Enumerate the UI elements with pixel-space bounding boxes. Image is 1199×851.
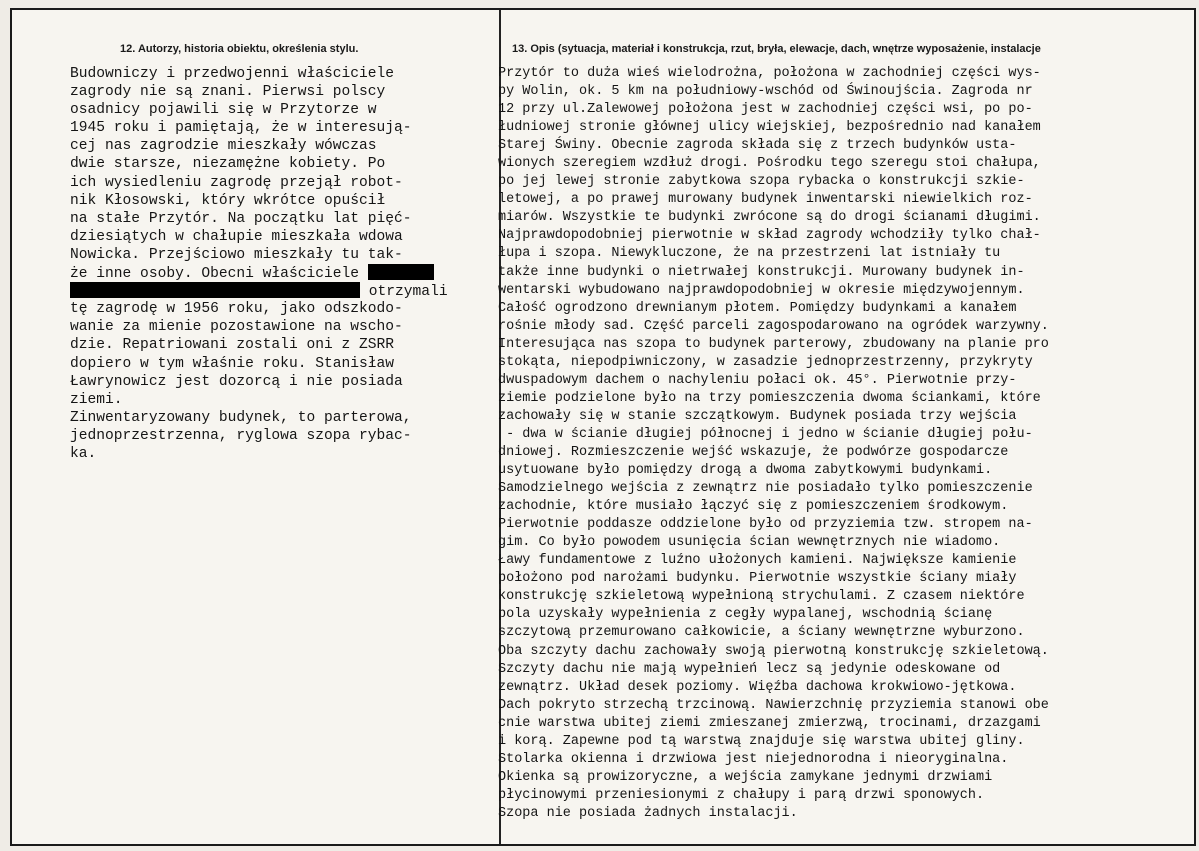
section-13-text <box>498 65 1188 823</box>
text-line: zachodnie, które musiało łączyć się z pomieszczeniem środkowym. <box>498 499 1009 515</box>
text-line: Ławrynowicz jest dozorcą i nie posiada <box>70 373 403 390</box>
text-line: dopiero w tym właśnie roku. Stanisław <box>70 355 395 372</box>
text-line: po jej lewej stronie zabytkowa szopa rybacka o konstrukcji szkie- <box>498 174 1025 190</box>
text-line: Pierwotnie poddasze oddzielone było od przyziemia tzw. stropem na- <box>498 517 1033 533</box>
text-line: jednoprzestrzenna, ryglowa szopa rybac- <box>70 427 412 444</box>
text-line: nik Kłosowski, który wkrótce opuścił <box>70 192 386 209</box>
text-line: Stolarka okienna i drzwiowa jest niejednorodna i nieoryginalna. <box>498 751 1009 767</box>
text-line: rośnie młody sad. Część parceli zagospodarowano na ogródek warzywny. <box>498 318 1049 334</box>
text-line: dniowej. Rozmieszczenie wejść wskazuje, że podwórze gospodarcze <box>498 444 1009 460</box>
text-line: Ławy fundamentowe z luźno ułożonych kamieni. Największe kamienie <box>498 553 1017 569</box>
text-line: Szopa nie posiada żadnych instalacji. <box>498 805 798 821</box>
text-line-with-redaction <box>70 264 480 282</box>
text-line: - dwa w ścianie długiej północnej i jedno w ścianie długiej połu- <box>498 426 1033 442</box>
text-line: łudniowej stronie głównej ulicy wiejskiej, bezpośrednio nad kanałem <box>498 120 1041 136</box>
text-line: położono pod narożami budynku. Pierwotnie wszystkie ściany miały <box>498 571 1017 587</box>
text-line: na stałe Przytór. Na początku lat pięć- <box>70 210 412 227</box>
text-line: konstrukcję szkieletową wypełnioną strychulami. Z czasem niektóre <box>498 589 1025 605</box>
text-line: zagrody nie są znani. Pierwsi polscy <box>70 84 386 101</box>
text-line: dziesiątych w chałupie mieszkała wdowa <box>70 228 403 245</box>
text-line: Oba szczyty dachu zachowały swoją pierwotną konstrukcję szkieletową. <box>498 643 1049 659</box>
text-line: zachowały się w stanie szczątkowym. Budynek posiada trzy wejścia <box>498 408 1017 424</box>
text-line: łupa i szopa. Niewykluczone, że na przestrzeni lat istniały tu <box>498 246 1001 262</box>
text-line: Okienka są prowizoryczne, a wejścia zamykane jednymi drzwiami <box>498 769 993 785</box>
text-line: Zinwentaryzowany budynek, to parterowa, <box>70 409 412 426</box>
redaction-bar <box>70 282 360 298</box>
text-line: ziemi. <box>70 391 123 408</box>
text-line: ich wysiedleniu zagrodę przejął robot- <box>70 174 403 191</box>
text-line: dwie starsze, niezamężne kobiety. Po <box>70 156 386 173</box>
text-line: płycinowymi przeniesionymi z chałupy i parą drzwi sponowych. <box>498 787 985 803</box>
text-line: ziemie podzielone było na trzy pomieszczenia dwoma ściankami, które <box>498 390 1041 406</box>
text-line: zewnątrz. Układ desek poziomy. Więźba dachowa krokwiowo-jętkowa. <box>498 679 1017 695</box>
text-line: wanie za mienie pozostawione na wscho- <box>70 319 403 336</box>
text-line: py Wolin, ok. 5 km na południowy-wschód od Świnoujścia. Zagroda nr <box>498 84 1033 100</box>
text-line: dzie. Repatriowani zostali oni z ZSRR <box>70 337 395 354</box>
section-13-header: 13. Opis (sytuacja, materiał i konstrukcja, rzut, bryła, elewacje, dach, wnętrze wyposażenie, instalacje <box>512 43 1041 55</box>
text-line: ka. <box>70 445 97 462</box>
text-segment: że inne osoby. Obecni właściciele <box>70 266 360 283</box>
text-line: Starej Świny. Obecnie zagroda składa się z trzech budynków usta- <box>498 138 1017 154</box>
text-line: Nowicka. Przejściowo mieszkały tu tak- <box>70 246 403 263</box>
text-line: dwuspadowym dachem o nachyleniu połaci ok. 45°. Pierwotnie przy- <box>498 372 1017 388</box>
text-line: letowej, a po prawej murowany budynek inwentarski niewielkich roz- <box>498 192 1033 208</box>
text-line: stokąta, niepodpiwniczony, w zasadzie jednoprzestrzenny, przykryty <box>498 354 1033 370</box>
redaction-bar <box>368 264 434 280</box>
text-line: cej nas zagrodzie mieszkały wówczas <box>70 138 377 155</box>
text-line: Najprawdopodobniej pierwotnie w skład zagrody wchodziły tylko chał- <box>498 228 1041 244</box>
text-line: 1945 roku i pamiętają, że w interesują- <box>70 120 412 137</box>
text-line: szczytową przemurowano całkowicie, a ściany wewnętrzne wyburzono. <box>498 625 1025 641</box>
text-line: Samodzielnego wejścia z zewnątrz nie posiadało tylko pomieszczenie <box>498 481 1033 497</box>
section-12-header: 12. Autorzy, historia obiektu, określenia stylu. <box>120 43 359 55</box>
text-line: Całość ogrodzono drewnianym płotem. Pomiędzy budynkami a kanałem <box>498 300 1017 316</box>
text-line: tę zagrodę w 1956 roku, jako odszkodo- <box>70 301 403 318</box>
text-line: i korą. Zapewne pod tą warstwą znajduje się warstwa ubitej gliny. <box>498 733 1025 749</box>
text-line: Interesująca nas szopa to budynek parterowy, zbudowany na planie pro <box>498 336 1049 352</box>
text-line: gim. Co było powodem usunięcia ścian wewnętrznych nie wiadomo. <box>498 535 1001 551</box>
text-line-with-redaction <box>70 282 480 300</box>
text-segment: otrzymali <box>368 284 448 301</box>
text-line: Dach pokryto strzechą trzcinową. Nawierzchnię przyziemia stanowi obe <box>498 697 1049 713</box>
text-line: pola uzyskały wypełnienia z cegły wypalanej, wschodnią ścianę <box>498 607 993 623</box>
text-line: usytuowane było pomiędzy drogą a dwoma zabytkowymi budynkami. <box>498 463 993 479</box>
text-line: osadnicy pojawili się w Przytorze w <box>70 102 377 119</box>
section-12-text <box>70 65 480 463</box>
text-line: Przytór to duża wieś wielodrożna, położona w zachodniej części wys- <box>498 66 1041 81</box>
text-line: Szczyty dachu nie mają wypełnień lecz są jedynie odeskowane od <box>498 661 1001 677</box>
text-line: 12 przy ul.Zalewowej położona jest w zachodniej części wsi, po po- <box>498 102 1033 118</box>
text-line: wentarski wybudowano najprawdopodobniej w okresie międzywojennym. <box>498 282 1025 298</box>
text-line: cnie warstwa ubitej ziemi zmieszanej zmierzwą, trocinami, drzazgami <box>498 715 1041 731</box>
text-line: Budowniczy i przedwojenni właściciele <box>70 66 395 82</box>
text-line: także inne budynki o nietrwałej konstrukcji. Murowany budynek in- <box>498 264 1025 280</box>
text-line: wionych szeregiem wzdłuż drogi. Pośrodku tego szeregu stoi chałupa, <box>498 156 1041 172</box>
text-line: miarów. Wszystkie te budynki zwrócone są do drogi ścianami długimi. <box>498 210 1041 226</box>
